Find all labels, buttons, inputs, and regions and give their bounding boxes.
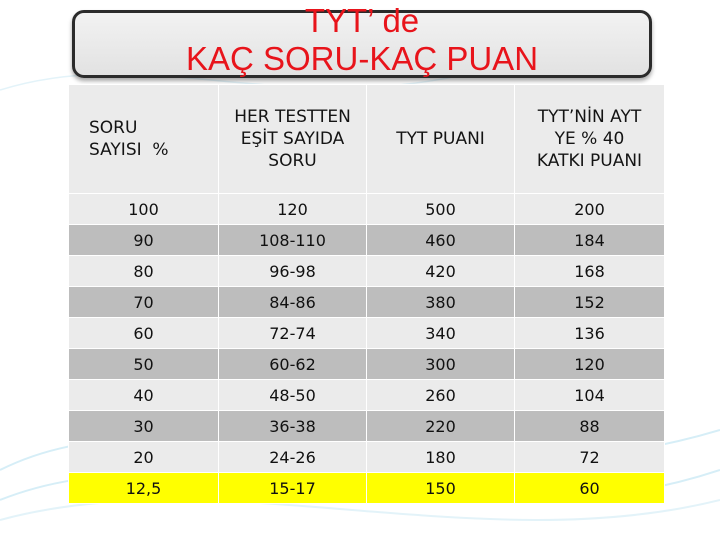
cell-ayt-contribution: 104 [515,380,665,411]
table-row [69,194,665,225]
cell-question-percent: 70 [69,287,219,318]
cell-ayt-contribution: 72 [515,442,665,473]
table-row [69,473,665,504]
header-line: TYT PUANI [396,129,485,149]
title-line-1: TYT’ de [304,2,420,39]
header-question-count [69,85,219,194]
header-line: EŞİT SAYIDA [240,129,345,149]
cell-question-percent: 12,5 [69,473,219,504]
cell-question-percent: 30 [69,411,219,442]
table-row [69,256,665,287]
header-line: SAYISI % [89,140,169,160]
slide-title [72,2,652,78]
cell-per-test: 72-74 [219,318,367,349]
cell-ayt-contribution: 200 [515,194,665,225]
cell-tyt-score: 460 [367,225,515,256]
cell-tyt-score: 180 [367,442,515,473]
table-row [69,349,665,380]
header-line: SORU [268,151,317,171]
header-row [69,85,665,194]
table-row [69,380,665,411]
cell-tyt-score: 500 [367,194,515,225]
cell-per-test: 36-38 [219,411,367,442]
cell-ayt-contribution: 152 [515,287,665,318]
table-body [69,194,665,504]
cell-tyt-score: 150 [367,473,515,504]
cell-question-percent: 20 [69,442,219,473]
cell-ayt-contribution: 60 [515,473,665,504]
table-row [69,411,665,442]
cell-question-percent: 90 [69,225,219,256]
cell-ayt-contribution: 120 [515,349,665,380]
cell-question-percent: 100 [69,194,219,225]
cell-per-test: 120 [219,194,367,225]
header-ayt-contribution [515,85,665,194]
cell-ayt-contribution: 136 [515,318,665,349]
cell-ayt-contribution: 184 [515,225,665,256]
cell-tyt-score: 300 [367,349,515,380]
cell-per-test: 48-50 [219,380,367,411]
cell-question-percent: 50 [69,349,219,380]
cell-question-percent: 60 [69,318,219,349]
cell-per-test: 15-17 [219,473,367,504]
table-row [69,225,665,256]
header-per-test [219,85,367,194]
header-tyt-score [367,85,515,194]
cell-per-test: 84-86 [219,287,367,318]
table-row [69,287,665,318]
cell-tyt-score: 260 [367,380,515,411]
table-row [69,442,665,473]
cell-question-percent: 80 [69,256,219,287]
cell-per-test: 108-110 [219,225,367,256]
cell-tyt-score: 340 [367,318,515,349]
cell-question-percent: 40 [69,380,219,411]
title-line-2: KAÇ SORU-KAÇ PUAN [185,40,539,77]
header-line: SORU [89,118,138,138]
cell-per-test: 60-62 [219,349,367,380]
header-line: TYT’NİN AYT [537,107,642,127]
header-line: YE % 40 [554,129,625,149]
cell-tyt-score: 220 [367,411,515,442]
cell-per-test: 24-26 [219,442,367,473]
cell-ayt-contribution: 168 [515,256,665,287]
header-line: HER TESTTEN [234,107,351,127]
cell-ayt-contribution: 88 [515,411,665,442]
cell-tyt-score: 420 [367,256,515,287]
cell-tyt-score: 380 [367,287,515,318]
table-row [69,318,665,349]
score-table [68,84,665,504]
cell-per-test: 96-98 [219,256,367,287]
header-line: KATKI PUANI [536,151,643,171]
